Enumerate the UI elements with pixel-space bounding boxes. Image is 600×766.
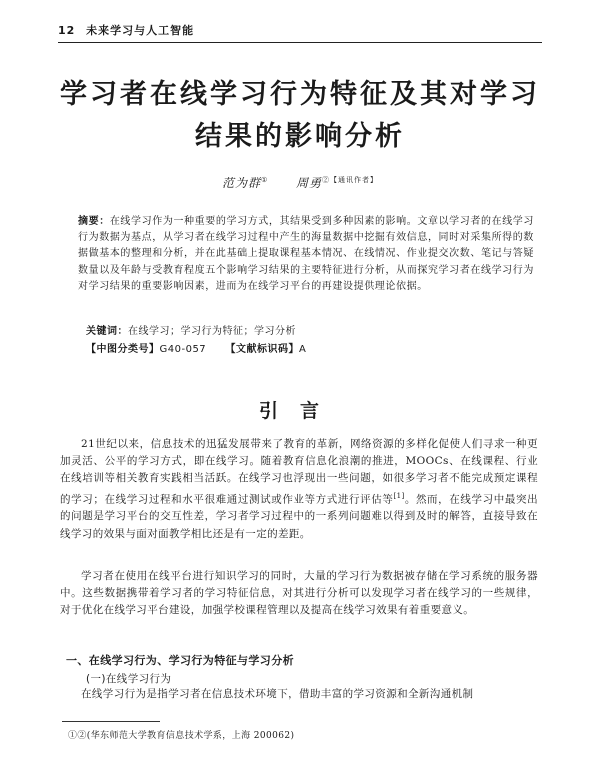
abstract-label: 摘要： [78, 216, 110, 227]
author-line [0, 174, 600, 191]
section-1-paragraph [60, 686, 538, 703]
subsection-1-heading: (一)在线学习行为 [86, 673, 172, 685]
article-title-line-1: 学习者在线学习行为特征及其对学习 [60, 79, 540, 110]
author-2: 周勇 [295, 176, 322, 190]
author-1: 范为群 [222, 176, 262, 190]
classification [86, 340, 306, 355]
abstract-text: 在线学习作为一种重要的学习方式，其结果受到多种因素的影响。文章以学习者的在线学习行为数据为基点，从学习者在线学习过程中产生的海量数据中挖掘有效信息，同时对采集所得的数据做基本的整理和分析，并在此基础上提取课程基本情况、在线情况、作业提交次数、笔记与答疑数量以及年龄与受教育程度五个影响学习结果的主要特征进行分析，从而探究学习者在线学习行为对学习结果的重要影响因素，进而为在线学习平台的再建设提供理论依据。 [78, 216, 535, 292]
article-title-line-2: 结果的影响分析 [195, 121, 405, 152]
intro-p1-part-b: 。然而，在线学习中最突出的问题是学习平台的交互性差，学习者学习过程中的一系列问题难以得到及时的解答，直接导致在线学习的效果与面对面教学相比还是有一定的差距。 [60, 493, 538, 540]
citation-ref[interactable]: [1] [393, 491, 405, 500]
intro-p1-part-a: 21世纪以来，信息技术的迅猛发展带来了教育的革新，网络资源的多样化促使人们寻求一种更加灵活、公平的学习方式，即在线学习。随着教育信息化浪潮的推进，MOOCs、在线课程、行业在线培训等相关教育实践相当活跃。在线学习也浮现出一些问题，如很多学习者不能完成预定课程的学习；在线学习过程和水平很难通过测试或作业等方式进行评估等 [60, 438, 538, 506]
section-1-p1-text: 在线学习行为是指学习者在信息技术环境下，借助丰富的学习资源和全新沟通机制 [81, 688, 474, 700]
footnote: ①②(华东师范大学教育信息技术学系，上海 200062) [68, 731, 295, 741]
keywords-label: 关键词： [86, 326, 128, 337]
doc-code-value: A [299, 344, 307, 355]
author-1-mark: ① [261, 176, 269, 184]
journal-name: 未来学习与人工智能 [86, 24, 195, 37]
intro-paragraph-2 [60, 568, 538, 620]
intro-paragraph-1 [60, 436, 538, 543]
running-head [58, 22, 542, 43]
page-number: 12 [58, 24, 76, 37]
keywords [86, 322, 296, 337]
clc-label: 【中图分类号】 [86, 344, 160, 355]
intro-heading: 引言 [258, 400, 341, 422]
intro-p2-text: 学习者在使用在线平台进行知识学习的同时，大量的学习行为数据被存储在学习系统的服务器中。这些数据携带着学习者的学习特征信息，对其进行分析可以发现学习者在线学习的一些规律，对于优化在线学习平台建设，加强学校课程管理以及提高在线学习效果有着重要意义。 [60, 570, 538, 617]
author-2-mark: ②【通讯作者】 [321, 176, 378, 184]
abstract [78, 214, 534, 295]
keywords-text: 在线学习；学习行为特征；学习分析 [128, 326, 296, 337]
section-1-heading: 一、在线学习行为、学习行为特征与学习分析 [66, 654, 294, 667]
clc-value: G40-057 [159, 344, 207, 355]
doc-code-label: 【文献标识码】 [225, 344, 300, 355]
footnote-rule [62, 721, 160, 722]
